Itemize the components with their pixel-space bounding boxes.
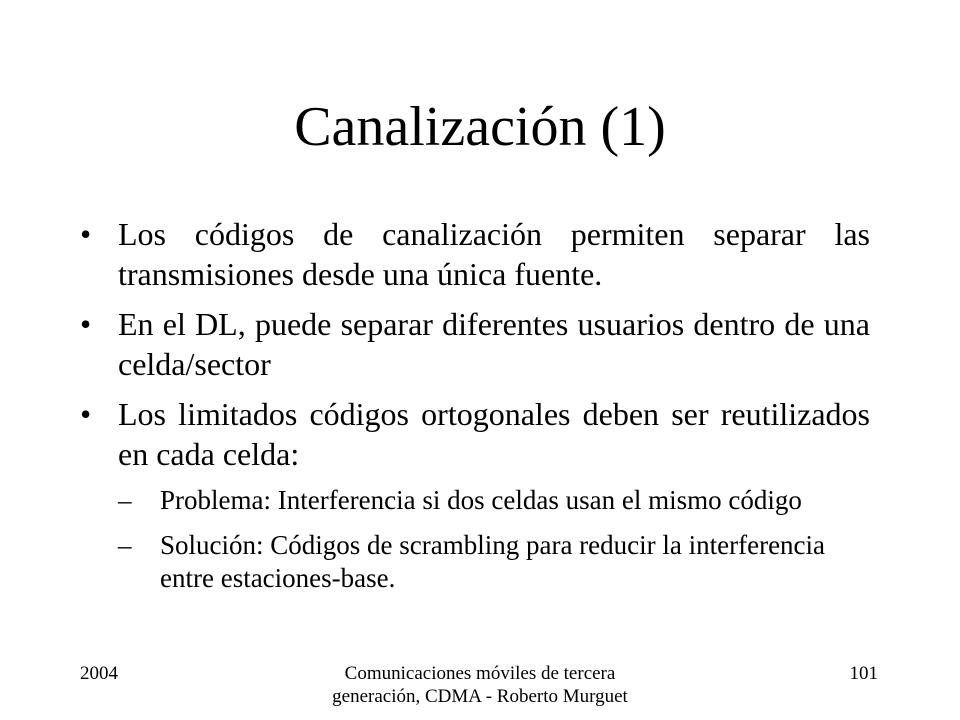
bullet-item bbox=[80, 214, 870, 294]
bullet-text: Los códigos de canalización permiten separar las transmisiones desde una única fuente. bbox=[118, 216, 870, 292]
sub-item-text: Problema: Interferencia si dos celdas usan el mismo código bbox=[160, 485, 802, 515]
dash-icon: – bbox=[118, 485, 132, 515]
bullet-text: En el DL, puede separar diferentes usuarios dentro de una celda/sector bbox=[118, 306, 870, 382]
bullet-icon: • bbox=[80, 396, 92, 432]
footer-page-number: 101 bbox=[849, 663, 878, 684]
slide-body bbox=[80, 214, 870, 607]
slide-title: Canalización (1) bbox=[294, 96, 666, 158]
bullet-text: Los limitados códigos ortogonales deben ser reutilizados en cada celda: bbox=[118, 396, 870, 472]
sub-item bbox=[80, 529, 870, 595]
sub-item bbox=[80, 484, 870, 517]
bullet-icon: • bbox=[80, 306, 92, 342]
bullet-item bbox=[80, 394, 870, 474]
footer-year: 2004 bbox=[80, 663, 118, 684]
sub-item-text: Solución: Códigos de scrambling para reducir la interferencia entre estaciones-base. bbox=[160, 530, 826, 593]
bullet-item bbox=[80, 304, 870, 384]
footer-course: Comunicaciones móviles de tercera generación, CDMA - Roberto Murguet bbox=[332, 663, 628, 707]
sub-list bbox=[80, 484, 870, 595]
bullet-icon: • bbox=[80, 216, 92, 252]
dash-icon: – bbox=[118, 530, 132, 560]
